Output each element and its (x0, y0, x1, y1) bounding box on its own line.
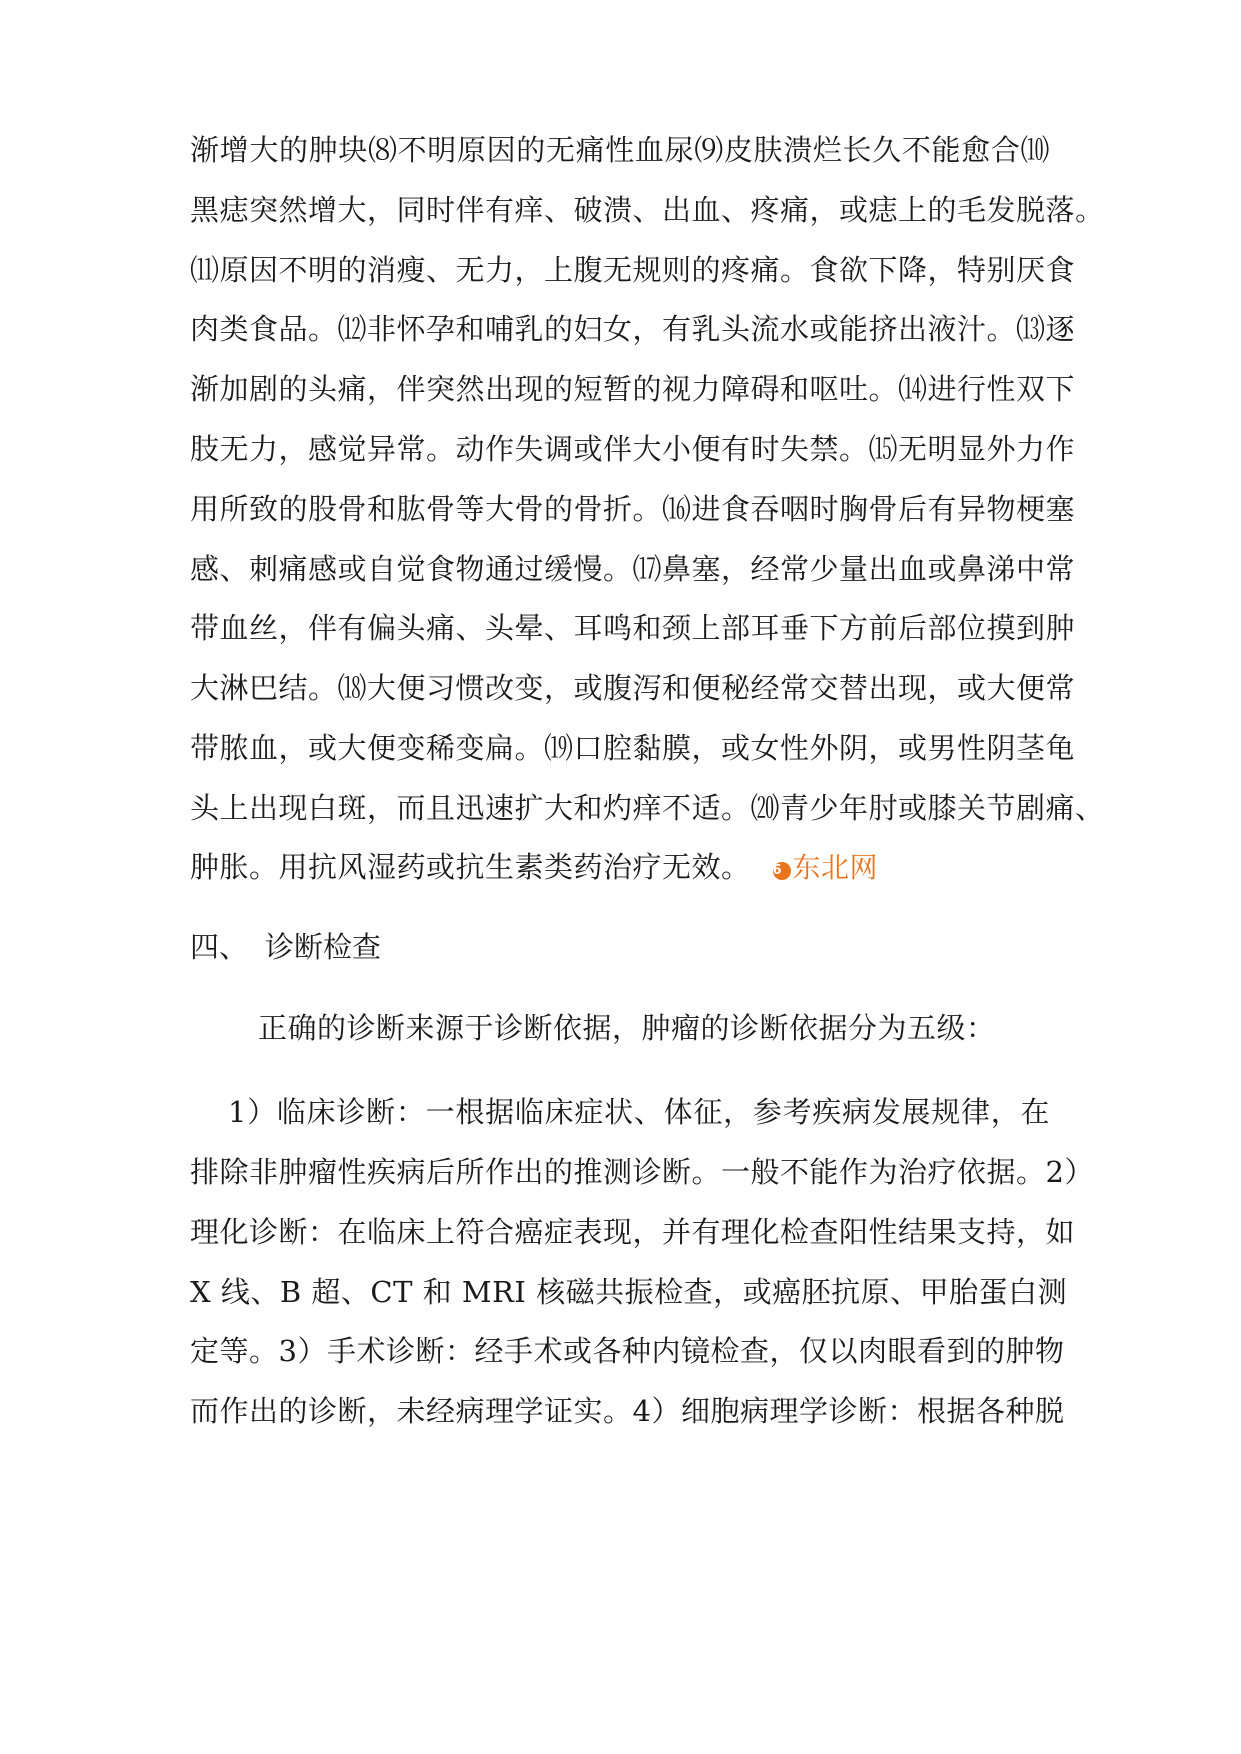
text-line: 渐加剧的头痛，伴突然出现的短暂的视力障碍和呕吐。⒁进行性双下 (190, 372, 1076, 406)
dongbei-logo-icon: 6 (773, 862, 791, 880)
section-heading (190, 927, 381, 967)
last-line-text: 肿胀。用抗风湿药或抗生素类药治疗无效。 (190, 850, 751, 884)
text-line: 带血丝，伴有偏头痛、头晕、耳鸣和颈上部耳垂下方前后部位摸到肿 (190, 611, 1076, 645)
text-line: 理化诊断：在临床上符合癌症表现，并有理化检查阳性结果支持，如 (190, 1215, 1076, 1249)
intro-line: 正确的诊断来源于诊断依据，肿瘤的诊断依据分为五级： (258, 1011, 996, 1045)
text-line: 1）临床诊断：一根据临床症状、体征，参考疾病发展规律，在 (228, 1095, 1050, 1129)
text-line: 而作出的诊断，未经病理学证实。4）细胞病理学诊断：根据各种脱 (190, 1394, 1065, 1428)
text-line: ⑾原因不明的消瘦、无力，上腹无规则的疼痛。食欲下降，特别厌食 (190, 253, 1076, 287)
text-line: 带脓血，或大便变稀变扁。⒆口腔黏膜，或女性外阴，或男性阴茎龟 (190, 731, 1076, 765)
section-number: 四、 (190, 930, 249, 964)
brand-link[interactable]: 东北网 (792, 851, 879, 884)
text-line: 黑痣突然增大，同时伴有痒、破溃、出血、疼痛，或痣上的毛发脱落。 (190, 193, 1105, 227)
text-line: 肉类食品。⑿非怀孕和哺乳的妇女，有乳头流水或能挤出液汁。⒀逐 (190, 312, 1076, 346)
text-line: X 线、B 超、CT 和 MRI 核磁共振检查，或癌胚抗原、甲胎蛋白测 (190, 1275, 1068, 1309)
text-line: 头上出现白斑，而且迅速扩大和灼痒不适。⒇青少年肘或膝关节剧痛、 (190, 791, 1105, 825)
text-line: 渐增大的肿块⑻不明原因的无痛性血尿⑼皮肤溃烂长久不能愈合⑽ (190, 133, 1050, 167)
section-title: 诊断检查 (265, 930, 382, 964)
text-line: 用所致的股骨和肱骨等大骨的骨折。⒃进食吞咽时胸骨后有异物梗塞 (190, 492, 1076, 526)
text-line: 定等。3）手术诊断：经手术或各种内镜检查，仅以肉眼看到的肿物 (190, 1334, 1065, 1368)
text-line-last (190, 847, 1050, 888)
text-line: 感、刺痛感或自觉食物通过缓慢。⒄鼻塞，经常少量出血或鼻涕中常 (190, 552, 1076, 586)
text-line: 排除非肿瘤性疾病后所作出的推测诊断。一般不能作为治疗依据。2） (190, 1155, 1094, 1189)
text-line: 大淋巴结。⒅大便习惯改变，或腹泻和便秘经常交替出现，或大便常 (190, 671, 1076, 705)
text-line: 肢无力，感觉异常。动作失调或伴大小便有时失禁。⒂无明显外力作 (190, 432, 1076, 466)
